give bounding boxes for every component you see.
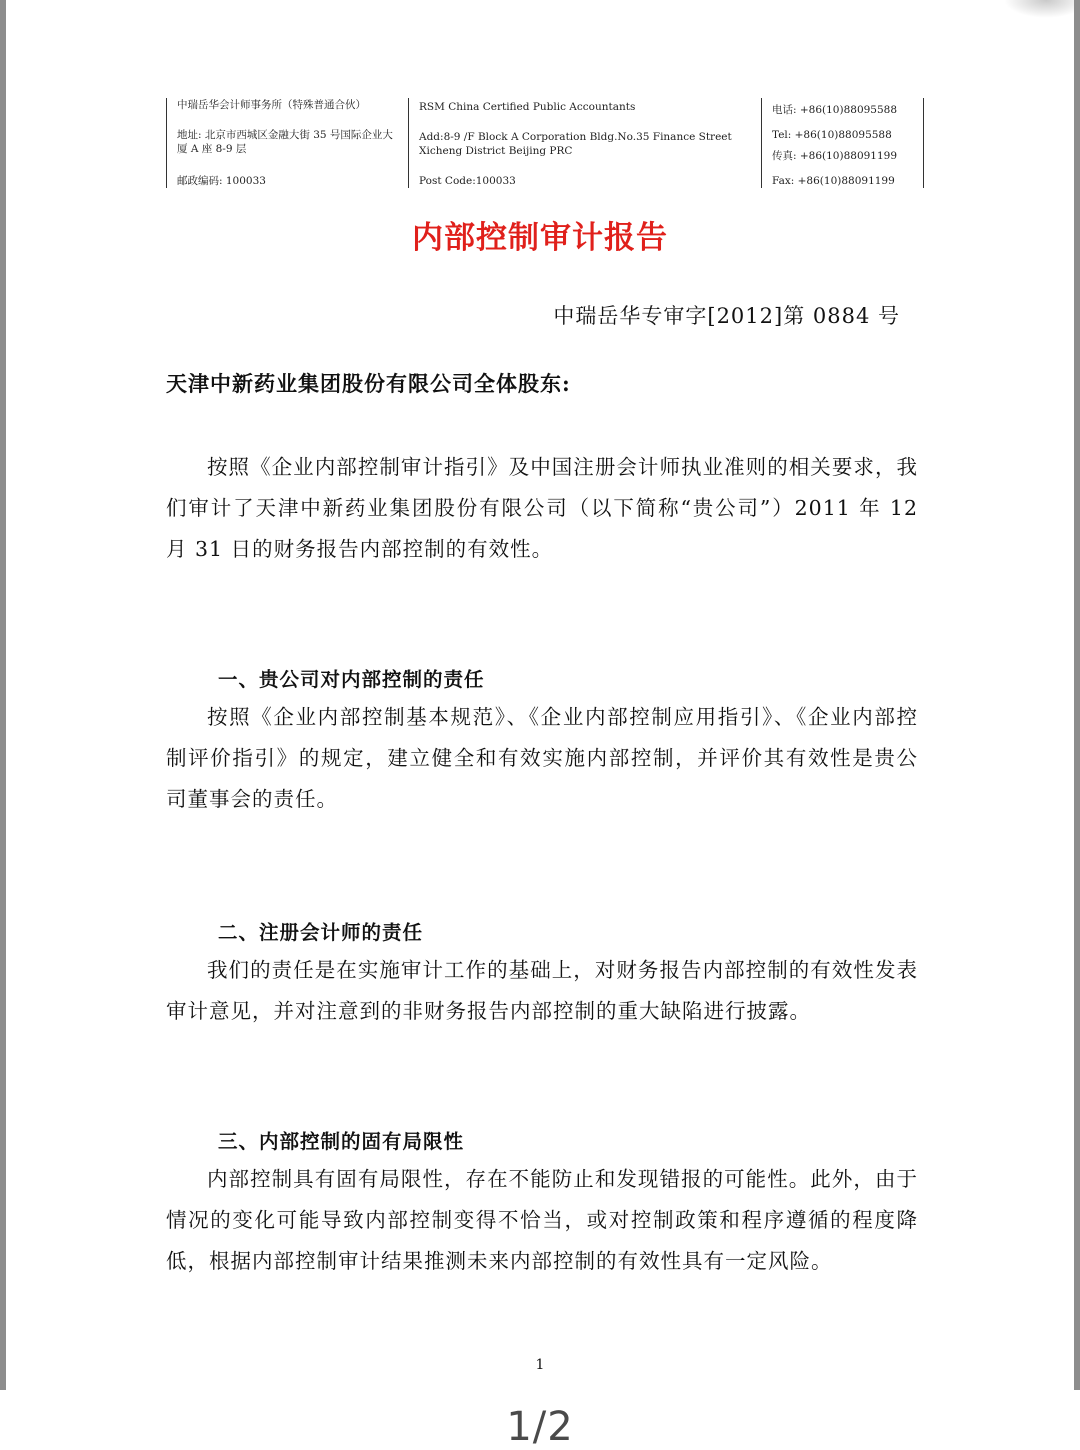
letterhead-english-column	[408, 98, 758, 188]
postcode-cn: 邮政编码: 100033	[177, 175, 266, 187]
page-corner-shadow	[1004, 0, 1074, 18]
report-title: 内部控制审计报告	[412, 220, 668, 256]
section-body-1: 按照《企业内部控制基本规范》、《企业内部控制应用指引》、《企业内部控制评价指引》的规定，建立健全和有效实施内部控制，并评价其有效性是贵公司董事会的责任。	[166, 705, 918, 811]
fax-cn: 传真: +86(10)88091199	[772, 150, 898, 162]
report-number: 中瑞岳华专审字[2012]第 0884 号	[553, 304, 900, 328]
intro-paragraph: 按照《企业内部控制审计指引》及中国注册会计师执业准则的相关要求，我们审计了天津中新药业集团股份有限公司（以下简称“贵公司”）2011 年 12 月 31 日的财务报告内部控制的有效性。	[166, 455, 918, 561]
letterhead-contact-column	[761, 98, 924, 188]
viewer-frame-right	[1074, 0, 1080, 1390]
phone-cn: 电话: +86(10)88095588	[772, 104, 898, 116]
section-heading-3: 三、内部控制的固有局限性	[218, 1130, 465, 1153]
address-en: Add:8-9 /F Block A Corporation Bldg.No.35 Finance Street Xicheng District Beijing PRC	[419, 131, 732, 157]
letterhead-chinese-column	[166, 98, 402, 188]
addressee: 天津中新药业集团股份有限公司全体股东:	[166, 371, 571, 396]
page-number: 1	[535, 1357, 545, 1373]
postcode-en: Post Code:100033	[419, 175, 516, 187]
page-indicator: 1/2	[506, 1404, 574, 1450]
section-heading-1: 一、贵公司对内部控制的责任	[218, 668, 485, 691]
phone-en: Tel: +86(10)88095588	[772, 129, 892, 141]
fax-en: Fax: +86(10)88091199	[772, 175, 895, 187]
section-body-2: 我们的责任是在实施审计工作的基础上，对财务报告内部控制的有效性发表审计意见，并对注意到的非财务报告内部控制的重大缺陷进行披露。	[166, 958, 918, 1023]
section-body-3: 内部控制具有固有局限性，存在不能防止和发现错报的可能性。此外，由于情况的变化可能导致内部控制变得不恰当，或对控制政策和程序遵循的程度降低，根据内部控制审计结果推测未来内部控制的有效性具有一定风险。	[166, 1167, 918, 1273]
firm-name-en: RSM China Certified Public Accountants	[419, 101, 636, 113]
address-cn: 地址: 北京市西城区金融大街 35 号国际企业大厦 A 座 8-9 层	[177, 129, 393, 155]
section-heading-2: 二、注册会计师的责任	[218, 921, 424, 944]
firm-name-cn: 中瑞岳华会计师事务所（特殊普通合伙）	[177, 99, 366, 111]
letterhead	[166, 98, 924, 188]
